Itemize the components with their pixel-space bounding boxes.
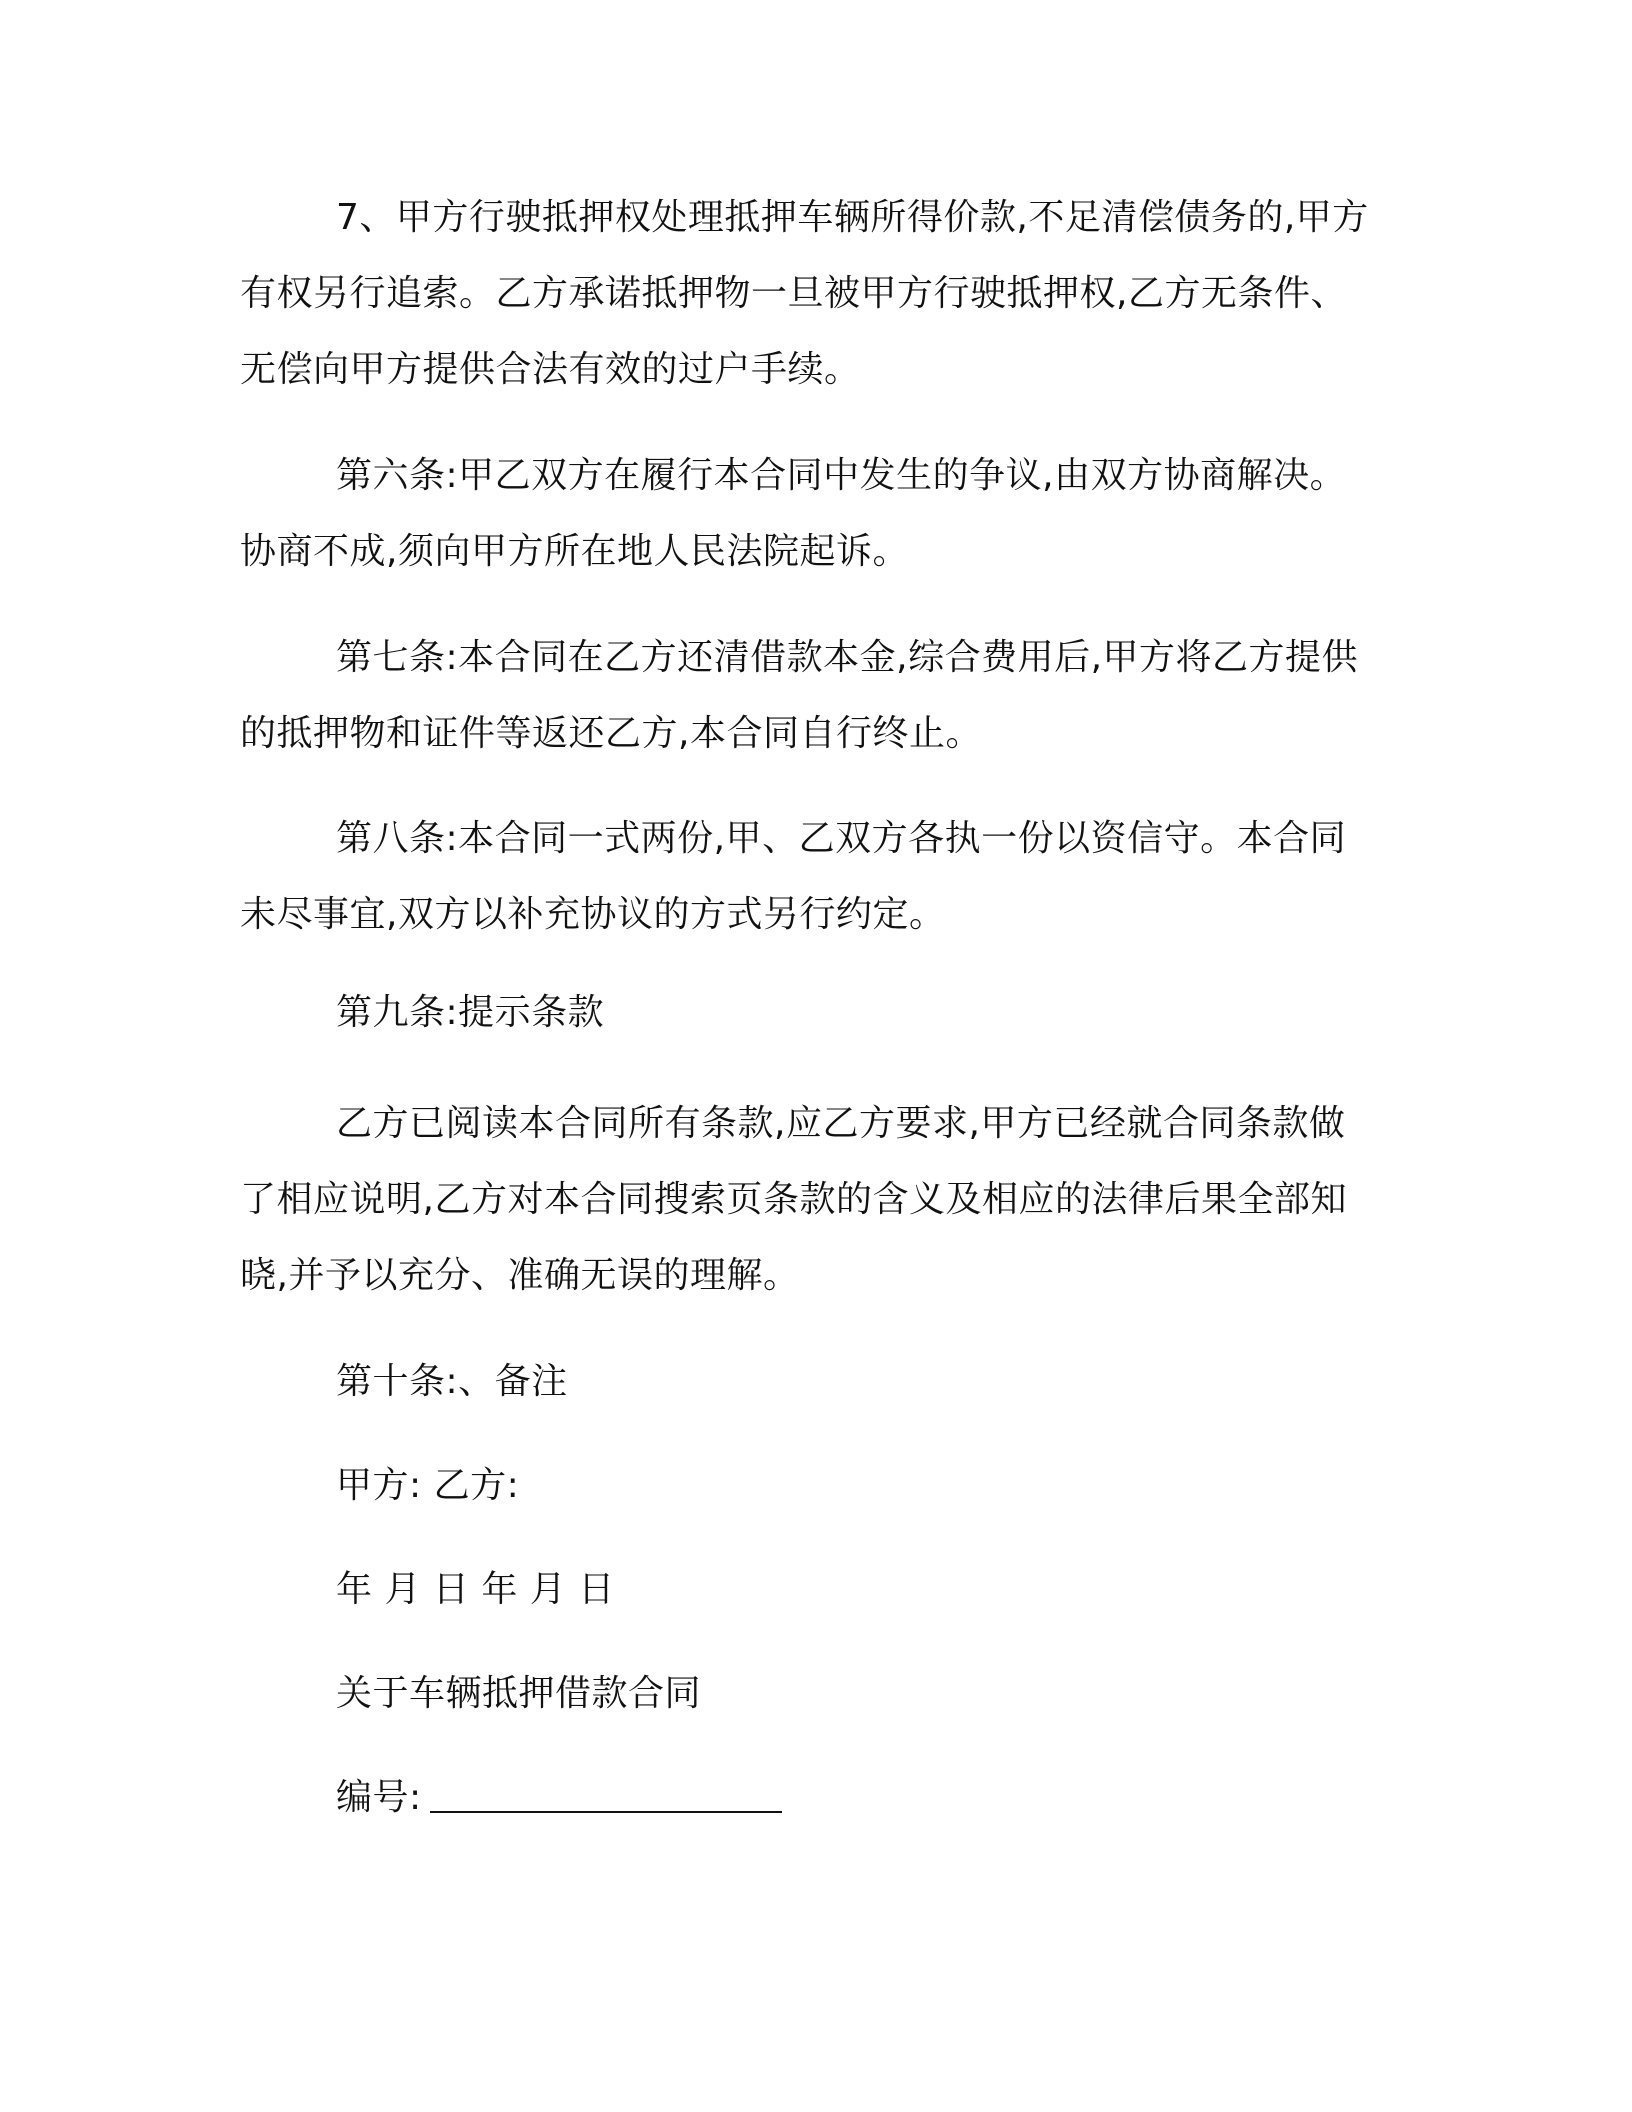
paragraph-article-8 bbox=[240, 801, 1380, 953]
text-line: 无偿向甲方提供合法有效的过户手续。 bbox=[240, 349, 861, 390]
text-line: 未尽事宜,双方以补充协议的方式另行约定。 bbox=[240, 894, 946, 935]
contract-number-row bbox=[336, 1760, 782, 1836]
paragraph-item-7 bbox=[240, 180, 1380, 408]
contract-number-label: 编号: bbox=[336, 1777, 422, 1818]
signature-dates: 年 月 日 年 月 日 bbox=[336, 1569, 615, 1610]
text-line: 协商不成,须向甲方所在地人民法院起诉。 bbox=[240, 531, 909, 572]
text-line: 了相应说明,乙方对本合同搜索页条款的含义及相应的法律后果全部知 bbox=[240, 1179, 1347, 1220]
paragraph-article-6 bbox=[240, 438, 1380, 590]
article-10-remarks: 第十条:、备注 bbox=[336, 1361, 568, 1402]
text-line: 第八条:本合同一式两份,甲、乙双方各执一份以资信守。本合同 bbox=[336, 818, 1347, 859]
paragraph-article-7 bbox=[240, 620, 1380, 772]
article-9-title: 第九条:提示条款 bbox=[336, 992, 605, 1033]
text-line: 乙方已阅读本合同所有条款,应乙方要求,甲方已经就合同条款做 bbox=[336, 1103, 1346, 1144]
contract-title: 关于车辆抵押借款合同 bbox=[336, 1673, 702, 1714]
text-line: 有权另行追索。乙方承诺抵押物一旦被甲方行驶抵押权,乙方无条件、 bbox=[240, 273, 1347, 314]
contract-number-blank[interactable] bbox=[430, 1771, 782, 1813]
text-line: 7、甲方行驶抵押权处理抵押车辆所得价款,不足清偿债务的,甲方 bbox=[336, 197, 1369, 238]
text-line: 第六条:甲乙双方在履行本合同中发生的争议,由双方协商解决。 bbox=[336, 455, 1347, 496]
paragraph-article-9-body bbox=[240, 1086, 1380, 1314]
text-line: 第七条:本合同在乙方还清借款本金,综合费用后,甲方将乙方提供 bbox=[336, 637, 1359, 678]
text-line: 的抵押物和证件等返还乙方,本合同自行终止。 bbox=[240, 713, 982, 754]
signature-parties: 甲方: 乙方: bbox=[336, 1465, 520, 1506]
text-line: 晓,并予以充分、准确无误的理解。 bbox=[240, 1255, 800, 1296]
